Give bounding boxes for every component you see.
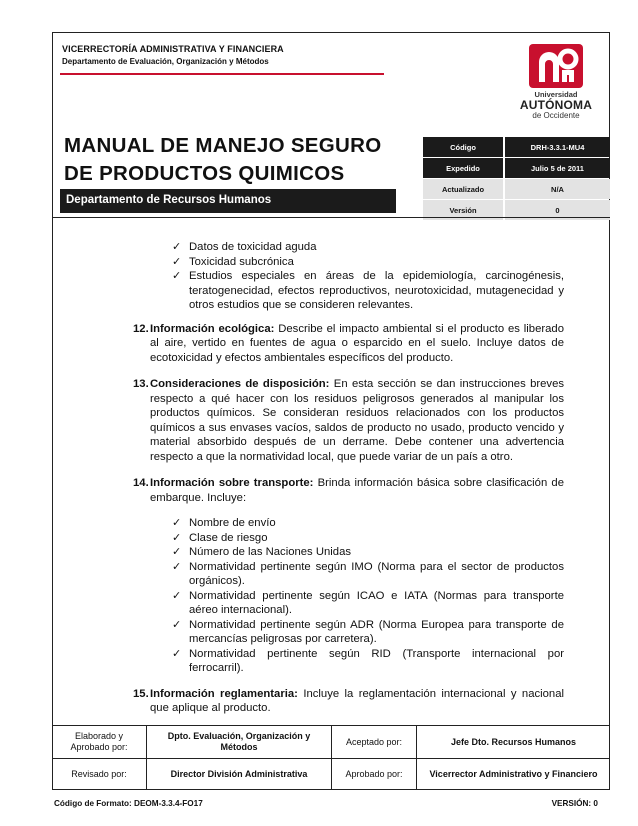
section-15	[133, 687, 565, 716]
logo-text-occidente: de Occidente	[532, 111, 580, 120]
format-version: VERSIÓN: 0	[551, 799, 598, 808]
section-13	[133, 377, 564, 464]
section-title: Consideraciones de disposición:	[150, 378, 330, 390]
approval-table	[52, 725, 610, 790]
university-emblem-icon	[527, 44, 585, 88]
document-meta-table	[423, 137, 610, 221]
section-number: 13.	[133, 378, 149, 390]
meta-value: N/A	[505, 179, 610, 199]
check-item: ✓ Normatividad pertinente según ICAO e IATA (Normas para transporte aéreo internacional).	[172, 589, 564, 618]
cell-aprobado-value: Vicerrector Administrativo y Financiero	[429, 769, 598, 779]
meta-value: Julio 5 de 2011	[505, 158, 610, 178]
check-item: ✓ Datos de toxicidad aguda	[172, 240, 564, 255]
title-line-2: DE PRODUCTOS QUIMICOS	[64, 162, 345, 185]
cell-aprobado-label: Aprobado por:	[332, 759, 417, 790]
org-line-1: VICERRECTORÍA ADMINISTRATIVA Y FINANCIERA	[62, 44, 284, 54]
cell-elaborado-value: Dpto. Evaluación, Organización y Métodos	[147, 726, 332, 758]
document-body	[0, 240, 638, 716]
document-title	[64, 132, 381, 188]
meta-value: DRH-3.3.1-MU4	[505, 137, 610, 157]
approval-row-1	[52, 726, 610, 758]
check-item: ✓ Toxicidad subcrónica	[172, 255, 564, 270]
meta-key: Expedido	[423, 158, 503, 178]
cell-revisado-label: Revisado por:	[52, 759, 147, 790]
meta-row-updated	[423, 179, 610, 199]
section-number: 14.	[133, 477, 149, 489]
meta-value: 0	[505, 200, 610, 220]
cell-aceptado-value: Jefe Dto. Recursos Humanos	[450, 736, 577, 747]
section-number: 15.	[133, 687, 149, 700]
section-title: Información reglamentaria:	[150, 687, 298, 700]
check-item: ✓ Normatividad pertinente según ADR (Norma Europea para transporte de mercancías peligrosas por carretera).	[172, 618, 564, 647]
transport-checklist	[172, 516, 564, 676]
cell-elaborado-label: Elaborado y Aprobado por:	[52, 726, 147, 758]
section-number: 12.	[133, 322, 149, 335]
toxicity-checklist	[172, 240, 564, 313]
red-divider	[60, 73, 384, 75]
cell-revisado-value: Director División Administrativa	[147, 759, 332, 790]
org-line-2: Departamento de Evaluación, Organización y Métodos	[62, 57, 269, 66]
section-12	[133, 322, 564, 366]
department-bar: Departamento de Recursos Humanos	[60, 189, 396, 213]
format-code: Código de Formato: DEOM-3.3.4-FO17	[54, 799, 203, 808]
university-logo	[508, 44, 604, 120]
check-item: ✓ Normatividad pertinente según IMO (Norma para el sector de productos orgánicos).	[172, 560, 564, 589]
check-item: ✓ Nombre de envío	[172, 516, 564, 531]
meta-row-code	[423, 137, 610, 157]
org-header	[62, 44, 284, 66]
meta-key: Actualizado	[423, 179, 503, 199]
section-title: Información ecológica:	[150, 322, 275, 335]
meta-row-issued	[423, 158, 610, 178]
check-item: ✓ Estudios especiales en áreas de la epidemiología, carcinogénesis, teratogenecidad, efectos reproductivos, neurotoxicidad, mutagenecidad y otros estudios que se consideren relevantes.	[172, 269, 564, 313]
logo-text-autonoma: AUTÓNOMA	[519, 98, 593, 112]
approval-row-2	[52, 758, 610, 790]
check-item: ✓ Clase de riesgo	[172, 531, 564, 546]
meta-key: Versión	[423, 200, 503, 220]
title-line-1: MANUAL DE MANEJO SEGURO	[64, 134, 382, 157]
section-text: En esta sección se dan instrucciones breves respecto a qué hacer con los residuos peligrosos generados al manipular los productos químicos. Se consideran residuos relacionados con los productos químicos a sus envases vacíos, saldos de producto no usado, producto vencido y material absorbido después de un derrame. Debe contener una advertencia respecto a que la normatividad local, que puede variar de un país a otro.	[150, 378, 564, 463]
section-text: Describe el impacto ambiental si el producto es liberado al aire, vertido en fuentes de agua o esparcido en el suelo. Incluye datos de ecotoxicidad y efectos ambientales específicos del producto.	[150, 322, 564, 364]
cell-aceptado-label: Aceptado por:	[332, 726, 417, 758]
meta-key: Código	[423, 137, 503, 157]
section-text: Incluye la reglamentación internacional y nacional que aplique al producto.	[150, 687, 565, 714]
check-item: ✓ Normatividad pertinente según RID (Transporte internacional por ferrocarril).	[172, 647, 564, 676]
logo-text-universidad: Universidad	[534, 90, 578, 99]
section-title: Información sobre transporte:	[150, 477, 314, 489]
header-divider	[52, 217, 610, 218]
check-item: ✓ Número de las Naciones Unidas	[172, 545, 564, 560]
section-14	[133, 476, 564, 505]
section-text: Brinda información básica sobre clasificación de embarque. Incluye:	[150, 477, 564, 504]
